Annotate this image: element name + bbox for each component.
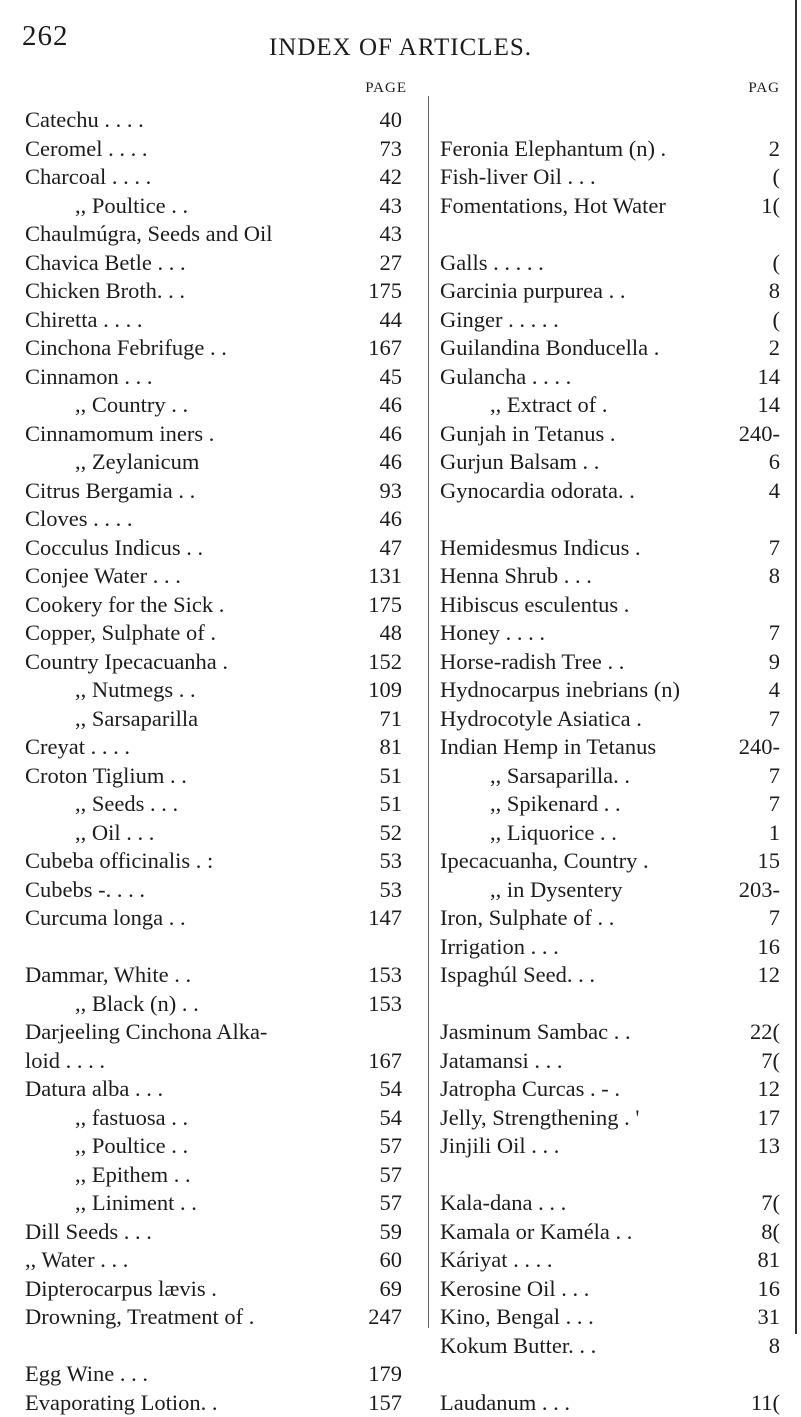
entry-page: 7( xyxy=(761,1047,780,1073)
index-entry xyxy=(25,676,425,704)
index-column-right xyxy=(440,80,780,1415)
entry-page: 71 xyxy=(379,705,402,731)
index-entry xyxy=(25,106,425,134)
entry-term: Dipterocarpus lævis . xyxy=(25,1275,217,1301)
entry-term: ,, Oil . . . xyxy=(75,819,155,845)
index-entry xyxy=(25,1104,425,1132)
entry-page: 16 xyxy=(757,933,780,959)
entry-page: 44 xyxy=(379,306,402,332)
entry-page: 11( xyxy=(750,1389,780,1415)
entry-page: 2 xyxy=(768,135,780,161)
index-entry xyxy=(25,1132,425,1160)
entry-page: 57 xyxy=(379,1161,402,1187)
entry-term: Horse-radish Tree . . xyxy=(440,648,625,674)
index-entry xyxy=(25,363,425,391)
entry-term: Country Ipecacuanha . xyxy=(25,648,229,674)
entry-page: 8 xyxy=(768,1332,780,1358)
entry-term: ,, Sarsaparilla. . xyxy=(490,762,630,788)
index-entry xyxy=(440,562,780,590)
index-entry xyxy=(25,1389,425,1417)
index-entry xyxy=(440,277,780,305)
entry-page: 43 xyxy=(379,221,402,246)
entry-term: Charcoal . . . . xyxy=(25,164,152,189)
index-entry xyxy=(440,1075,780,1103)
entry-page: 131 xyxy=(368,563,402,588)
page-number: 262 xyxy=(22,20,69,52)
entry-term: Indian Hemp in Tetanus xyxy=(440,734,657,759)
entry-page: 53 xyxy=(379,848,402,873)
entry-term: Garcinia purpurea . . xyxy=(440,278,626,303)
index-entry xyxy=(440,733,780,761)
entry-term: Ceromel . . . . xyxy=(25,135,148,161)
entry-page: 157 xyxy=(368,1389,402,1415)
entry-term: Cookery for the Sick . xyxy=(25,591,225,617)
entry-term: Cinnamon . . . xyxy=(25,363,153,389)
entry-term: ,, Country . . xyxy=(75,392,189,417)
entry-term: Gunjah in Tetanus . xyxy=(440,420,616,446)
entry-page: 16 xyxy=(757,1275,780,1301)
entry-page: 147 xyxy=(368,905,402,930)
entry-page: 175 xyxy=(368,591,402,617)
index-entry xyxy=(25,420,425,448)
entry-page: 12 xyxy=(757,962,780,987)
index-entry xyxy=(25,505,425,533)
entry-term: Ispaghúl Seed. . . xyxy=(440,962,595,987)
entry-term: ,, Poultice . . xyxy=(75,1133,189,1158)
entry-page: 167 xyxy=(368,1047,402,1073)
entry-term: Káriyat . . . . xyxy=(440,1247,553,1272)
entry-term: ,, Liquorice . . xyxy=(490,819,617,845)
index-entry xyxy=(25,790,425,818)
entry-term: Cinnamomum iners . xyxy=(25,420,215,446)
index-entry xyxy=(440,192,780,220)
index-entry xyxy=(25,1275,425,1303)
index-entry xyxy=(440,847,780,875)
index-entry xyxy=(440,1246,780,1274)
entry-term: ,, Sarsaparilla xyxy=(75,705,199,731)
entry-term: Jatamansi . . . xyxy=(440,1047,563,1073)
entry-page: 13 xyxy=(757,1133,780,1158)
index-entry xyxy=(25,334,425,362)
index-entry xyxy=(25,847,425,875)
index-entry xyxy=(440,591,780,619)
entry-term: ,, Liniment . . xyxy=(75,1190,197,1215)
entry-page: 7( xyxy=(761,1190,780,1215)
index-entry xyxy=(25,220,425,248)
entry-page: 12 xyxy=(757,1076,780,1101)
index-entry xyxy=(25,1246,425,1274)
entry-page: 7 xyxy=(768,534,780,560)
entry-term: Kamala or Kaméla . . xyxy=(440,1218,633,1244)
entry-term: Evaporating Lotion. . xyxy=(25,1389,218,1415)
entry-term: Kokum Butter. . . xyxy=(440,1332,597,1358)
entry-term: Chicken Broth. . . xyxy=(25,278,185,303)
entry-page: 17 xyxy=(757,1104,780,1130)
entry-page: 69 xyxy=(379,1275,402,1301)
entry-page: 59 xyxy=(379,1218,402,1244)
entry-term: ,, in Dysentery xyxy=(490,876,623,902)
entry-page: 60 xyxy=(379,1247,402,1272)
entry-page: 7 xyxy=(768,705,780,731)
index-entry xyxy=(440,762,780,790)
entry-page: 152 xyxy=(368,648,402,674)
entry-page: ( xyxy=(772,249,780,275)
entry-page: 27 xyxy=(379,249,402,275)
index-entry xyxy=(25,448,425,476)
index-entry xyxy=(25,904,425,932)
entry-term: loid . . . . xyxy=(25,1047,106,1073)
entry-page: 109 xyxy=(368,677,402,702)
entry-page: 179 xyxy=(368,1361,402,1386)
entry-page: 9 xyxy=(768,648,780,674)
entry-term: Catechu . . . . xyxy=(25,107,144,132)
entry-page: 31 xyxy=(757,1304,780,1329)
entry-term: ,, Zeylanicum xyxy=(75,449,200,474)
entry-term: Chiretta . . . . xyxy=(25,306,143,332)
page-column-header: PAG xyxy=(748,80,780,96)
page-edge-shadow xyxy=(795,0,797,1334)
entry-page: 240- xyxy=(738,734,780,759)
entry-term: Copper, Sulphate of . xyxy=(25,620,216,645)
entry-page: 8 xyxy=(768,563,780,588)
entry-term: Hemidesmus Indicus . xyxy=(440,534,641,560)
index-entry xyxy=(440,1132,780,1160)
entry-page: 42 xyxy=(379,164,402,189)
entry-page: 7 xyxy=(768,620,780,645)
entry-page: 240- xyxy=(738,420,780,446)
index-entry xyxy=(25,648,425,676)
index-entry xyxy=(440,1104,780,1132)
entry-term: Fomentations, Hot Water xyxy=(440,192,666,218)
page-column-header: PAGE xyxy=(365,80,407,96)
index-entry xyxy=(25,163,425,191)
index-entry xyxy=(440,534,780,562)
index-entry xyxy=(25,961,425,989)
entry-term: Drowning, Treatment of . xyxy=(25,1304,255,1329)
entry-term: ,, Poultice . . xyxy=(75,192,189,218)
index-entry xyxy=(25,819,425,847)
index-entry xyxy=(440,1018,780,1046)
entry-term: Datura alba . . . xyxy=(25,1076,164,1101)
entry-page: 15 xyxy=(757,848,780,873)
entry-term: Iron, Sulphate of . . xyxy=(440,905,615,930)
entry-term: Croton Tiglium . . xyxy=(25,762,187,788)
index-entry xyxy=(25,762,425,790)
index-entry xyxy=(25,1161,425,1189)
entry-page: 22( xyxy=(750,1019,780,1044)
entry-term: Ipecacuanha, Country . xyxy=(440,848,649,873)
index-entry xyxy=(440,249,780,277)
entry-term: Cubeba officinalis . : xyxy=(25,848,214,873)
entry-term: Cloves . . . . xyxy=(25,506,133,531)
index-entry xyxy=(25,534,425,562)
index-entry xyxy=(25,135,425,163)
index-entry xyxy=(440,933,780,961)
index-entry xyxy=(440,163,780,191)
entry-term: Jasminum Sambac . . xyxy=(440,1019,631,1044)
entry-page: 43 xyxy=(379,192,402,218)
index-entry xyxy=(440,391,780,419)
entry-term: Honey . . . . xyxy=(440,620,545,645)
index-entry xyxy=(25,1360,425,1388)
entry-term: Kino, Bengal . . . xyxy=(440,1304,594,1329)
index-entry xyxy=(440,961,780,989)
entry-term: Kerosine Oil . . . xyxy=(440,1275,590,1301)
index-entry xyxy=(440,790,780,818)
entry-page: 47 xyxy=(379,534,402,560)
index-entry xyxy=(440,648,780,676)
entry-term: Gynocardia odorata. . xyxy=(440,477,635,503)
entry-page: 93 xyxy=(379,477,402,503)
index-entry xyxy=(25,391,425,419)
index-entry xyxy=(25,990,425,1018)
entry-term: Jatropha Curcas . - . xyxy=(440,1076,620,1101)
index-entry xyxy=(440,904,780,932)
index-entry xyxy=(440,676,780,704)
index-entry xyxy=(440,363,780,391)
index-entry xyxy=(440,1332,780,1360)
entry-page: 51 xyxy=(379,762,402,788)
running-head: INDEX OF ARTICLES. xyxy=(268,34,533,61)
entry-term: Cubebs -. . . . xyxy=(25,876,145,902)
entry-page: 40 xyxy=(379,107,402,132)
entry-page: 46 xyxy=(379,506,402,531)
entry-page: 175 xyxy=(368,278,402,303)
entry-term: ,, Extract of . xyxy=(490,392,608,417)
entry-term: ,, Nutmegs . . xyxy=(75,677,196,702)
entry-term: Cocculus Indicus . . xyxy=(25,534,204,560)
entry-term: Kala-dana . . . xyxy=(440,1190,567,1215)
entry-page: 81 xyxy=(757,1247,780,1272)
index-entry xyxy=(440,1389,780,1417)
index-entry xyxy=(25,705,425,733)
index-entry xyxy=(25,249,425,277)
index-entry xyxy=(440,334,780,362)
entry-page: 4 xyxy=(768,677,780,702)
index-entry xyxy=(440,705,780,733)
index-entry xyxy=(440,876,780,904)
entry-term: Irrigation . . . xyxy=(440,933,559,959)
entry-page: 45 xyxy=(379,363,402,389)
entry-term: Hydrocotyle Asiatica . xyxy=(440,705,642,731)
entry-page: 7 xyxy=(768,905,780,930)
entry-term: Darjeeling Cinchona Alka- xyxy=(25,1019,268,1044)
index-entry xyxy=(440,135,780,163)
index-entry xyxy=(440,477,780,505)
entry-term: Gurjun Balsam . . xyxy=(440,449,600,474)
index-entry xyxy=(25,619,425,647)
index-entry xyxy=(25,876,425,904)
entry-page: 6 xyxy=(768,449,780,474)
index-entry xyxy=(25,733,425,761)
index-entry xyxy=(25,562,425,590)
entry-page: 46 xyxy=(379,392,402,417)
entry-term: Dill Seeds . . . xyxy=(25,1218,152,1244)
entry-term: ,, fastuosa . . xyxy=(75,1104,189,1130)
entry-term: Hydnocarpus inebrians (n) xyxy=(440,677,680,702)
entry-page: ( xyxy=(772,306,780,332)
entry-page: 14 xyxy=(757,363,780,389)
entry-term: Chavica Betle . . . xyxy=(25,249,186,275)
entry-term: Gulancha . . . . xyxy=(440,363,572,389)
index-entry xyxy=(440,1303,780,1331)
index-entry xyxy=(25,1189,425,1217)
entry-page: 7 xyxy=(768,791,780,816)
index-entry xyxy=(25,1218,425,1246)
entry-page: 73 xyxy=(379,135,402,161)
entry-page: 14 xyxy=(757,392,780,417)
index-entry xyxy=(440,420,780,448)
entry-page: 52 xyxy=(379,819,402,845)
entry-term: Fish-liver Oil . . . xyxy=(440,164,596,189)
index-entry xyxy=(25,306,425,334)
entry-term: Curcuma longa . . xyxy=(25,905,186,930)
entry-page: 8( xyxy=(761,1218,780,1244)
entry-page: 46 xyxy=(379,420,402,446)
entry-page: 8 xyxy=(768,278,780,303)
entry-page: 153 xyxy=(368,962,402,987)
entry-term: Laudanum . . . xyxy=(440,1389,570,1415)
index-entry xyxy=(25,1075,425,1103)
entry-page: 203- xyxy=(738,876,780,902)
entry-term: Jinjili Oil . . . xyxy=(440,1133,560,1158)
index-entry xyxy=(440,1275,780,1303)
entry-page: 48 xyxy=(379,620,402,645)
entry-term: Egg Wine . . . xyxy=(25,1361,149,1386)
entry-term: Conjee Water . . . xyxy=(25,563,181,588)
index-entry xyxy=(440,306,780,334)
entry-page: 153 xyxy=(368,990,402,1016)
entry-page: 51 xyxy=(379,791,402,816)
entry-page: 247 xyxy=(368,1304,402,1329)
index-entry xyxy=(440,1218,780,1246)
entry-term: ,, Epithem . . xyxy=(75,1161,191,1187)
index-entry xyxy=(440,448,780,476)
index-entry xyxy=(25,1303,425,1331)
entry-term: Henna Shrub . . . xyxy=(440,563,592,588)
entry-term: Jelly, Strengthening . ' xyxy=(440,1104,640,1130)
entry-term: Ginger . . . . . xyxy=(440,306,559,332)
entry-page: 1 xyxy=(768,819,780,845)
entry-page: 46 xyxy=(379,449,402,474)
entry-term: ,, Seeds . . . xyxy=(75,791,179,816)
index-entry xyxy=(440,819,780,847)
index-entry xyxy=(25,477,425,505)
index-entry xyxy=(440,1047,780,1075)
entry-page: 167 xyxy=(368,335,402,360)
index-entry xyxy=(440,619,780,647)
entry-term: Hibiscus esculentus . xyxy=(440,591,630,617)
index-entry xyxy=(25,192,425,220)
entry-page: 4 xyxy=(768,477,780,503)
entry-page: 7 xyxy=(768,762,780,788)
entry-page: 1( xyxy=(761,192,780,218)
index-entry xyxy=(25,1047,425,1075)
entry-term: Guilandina Bonducella . xyxy=(440,335,660,360)
index-entry xyxy=(25,1018,425,1046)
entry-page: 53 xyxy=(379,876,402,902)
entry-term: Creyat . . . . xyxy=(25,734,130,759)
entry-term: Cinchona Febrifuge . . xyxy=(25,335,227,360)
index-entry xyxy=(25,277,425,305)
entry-term: Galls . . . . . xyxy=(440,249,544,275)
index-entry xyxy=(25,591,425,619)
column-divider xyxy=(428,96,429,1328)
entry-page: 57 xyxy=(379,1133,402,1158)
index-entry xyxy=(440,1189,780,1217)
entry-page: 57 xyxy=(379,1190,402,1215)
entry-term: ,, Spikenard . . xyxy=(490,791,621,816)
entry-term: Feronia Elephantum (n) . xyxy=(440,135,667,161)
index-column-left xyxy=(25,80,425,1415)
entry-page: ( xyxy=(772,164,780,189)
entry-term: ,, Water . . . xyxy=(25,1247,129,1272)
entry-page: 54 xyxy=(379,1076,402,1101)
entry-page: 54 xyxy=(379,1104,402,1130)
entry-page: 81 xyxy=(379,734,402,759)
entry-term: Citrus Bergamia . . xyxy=(25,477,196,503)
entry-term: Dammar, White . . xyxy=(25,962,192,987)
entry-term: ,, Black (n) . . xyxy=(75,990,199,1016)
entry-term: Chaulmúgra, Seeds and Oil xyxy=(25,221,273,246)
entry-page: 2 xyxy=(768,335,780,360)
